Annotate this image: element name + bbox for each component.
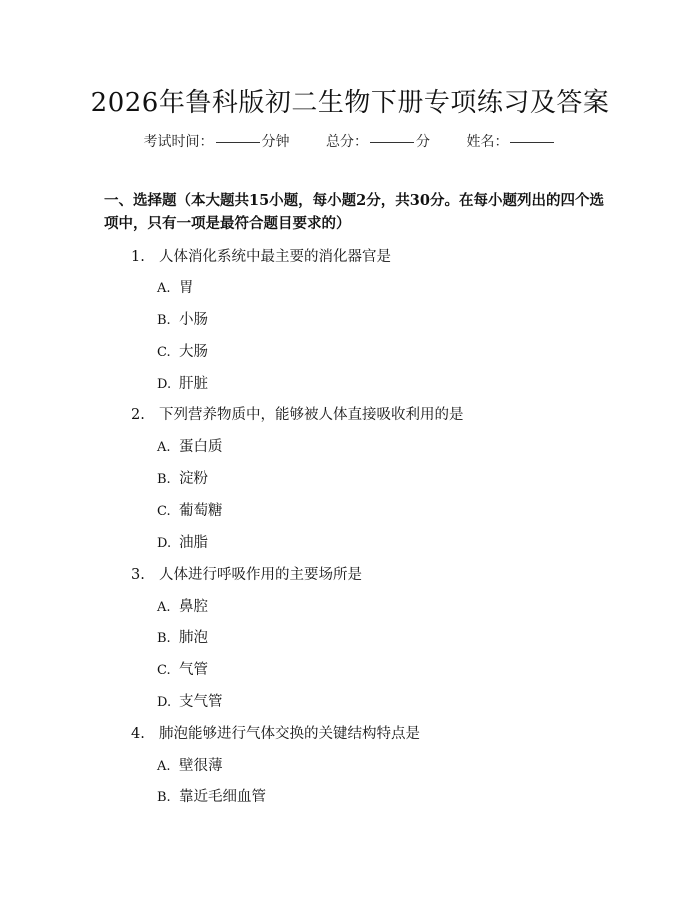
- total-score-unit: 分: [416, 134, 430, 150]
- option-letter: C.: [157, 663, 171, 678]
- option-1b: [157, 308, 208, 329]
- option-letter: B.: [157, 790, 171, 805]
- exam-time-field: [144, 134, 290, 150]
- option-2b: [157, 467, 208, 488]
- option-3d: [157, 690, 223, 711]
- option-4b: [157, 785, 266, 806]
- student-name-blank: [510, 141, 554, 143]
- question-2: [131, 403, 464, 424]
- option-letter: B.: [157, 472, 171, 487]
- option-letter: A.: [157, 281, 171, 296]
- option-1d: [157, 372, 208, 393]
- option-1c: [157, 340, 208, 361]
- option-text: 壁很薄: [179, 758, 223, 774]
- option-letter: B.: [157, 631, 171, 646]
- exam-time-label: 考试时间：: [143, 134, 214, 150]
- question-number: 2.: [131, 407, 145, 423]
- option-text: 肺泡: [179, 630, 208, 646]
- question-text: 人体消化系统中最主要的消化器官是: [159, 249, 391, 265]
- option-3c: [157, 658, 208, 679]
- option-letter: C.: [157, 504, 171, 519]
- exam-time-unit: 分钟: [261, 134, 290, 150]
- option-text: 大肠: [179, 344, 208, 360]
- question-number: 1.: [131, 249, 145, 265]
- question-text: 下列营养物质中，能够被人体直接吸收利用的是: [159, 407, 464, 423]
- option-letter: D.: [157, 695, 172, 710]
- option-text: 鼻腔: [179, 599, 208, 615]
- total-score-blank: [370, 141, 414, 143]
- exam-time-blank: [216, 141, 260, 143]
- option-text: 淀粉: [179, 471, 208, 487]
- question-1: [131, 245, 391, 266]
- question-3: [131, 563, 362, 584]
- option-letter: D.: [157, 536, 172, 551]
- option-text: 蛋白质: [179, 439, 223, 455]
- question-number: 3.: [131, 567, 145, 583]
- question-text: 人体进行呼吸作用的主要场所是: [159, 567, 362, 583]
- question-number: 4.: [131, 726, 145, 742]
- option-2d: [157, 531, 208, 552]
- option-letter: A.: [157, 759, 171, 774]
- option-text: 葡萄糖: [179, 503, 223, 519]
- total-score-label: 总分：: [326, 134, 368, 150]
- option-4a: [157, 754, 223, 775]
- total-score-field: [326, 134, 430, 150]
- option-2c: [157, 499, 223, 520]
- question-4: [131, 722, 420, 743]
- option-letter: A.: [157, 600, 171, 615]
- option-letter: B.: [157, 313, 171, 328]
- option-3a: [157, 595, 208, 616]
- option-letter: A.: [157, 440, 171, 455]
- option-letter: C.: [157, 345, 171, 360]
- section-heading: 一、选择题（本大题共15小题，每小题2分，共30分。在每小题列出的四个选项中，只有一项是最符合题目要求的）: [104, 192, 604, 232]
- question-text: 肺泡能够进行气体交换的关键结构特点是: [159, 726, 420, 742]
- option-text: 油脂: [179, 535, 208, 551]
- page-title: 2026年鲁科版初二生物下册专项练习及答案: [90, 88, 610, 118]
- option-text: 小肠: [179, 312, 208, 328]
- exam-info-line: [0, 131, 700, 151]
- option-letter: D.: [157, 377, 172, 392]
- option-2a: [157, 435, 223, 456]
- option-3b: [157, 626, 208, 647]
- option-text: 支气管: [179, 694, 223, 710]
- option-text: 肝脏: [179, 376, 208, 392]
- option-text: 气管: [179, 662, 208, 678]
- student-name-label: 姓名：: [466, 134, 509, 150]
- option-text: 胃: [179, 280, 194, 296]
- option-text: 靠近毛细血管: [179, 789, 266, 805]
- option-1a: [157, 276, 194, 297]
- student-name-field: [466, 134, 556, 150]
